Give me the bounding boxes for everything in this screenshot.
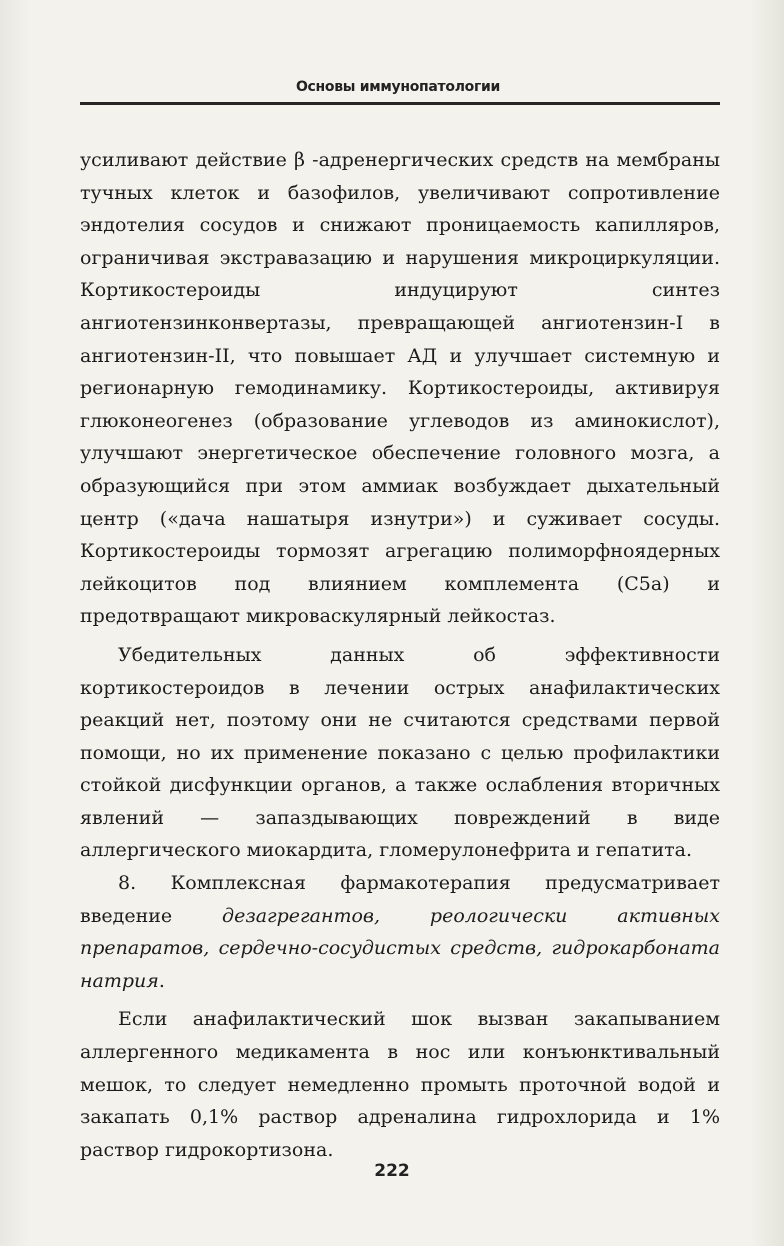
emphasized-drug-list: дезагрегантов, реологически активных препаратов, сердечно-сосудистых средств, гидрокарбоната натрия bbox=[80, 904, 720, 992]
paragraph-complex-pharmacotherapy bbox=[80, 867, 720, 997]
body-text bbox=[80, 144, 720, 1166]
running-title: Основы иммунопатологии bbox=[295, 79, 500, 95]
paragraph-tail-text: . bbox=[158, 969, 165, 992]
paragraph-instillation-case: Если анафилактический шок вызван закапыванием аллергенного медикамента в нос или конъюнктивальный мешок, то следует немедленно промыть проточной водой и закапать 0,1% раствор адреналина гидрохлорида и 1% раствор гидрокортизона. bbox=[80, 1008, 720, 1161]
running-header bbox=[80, 76, 720, 105]
page-number: 222 bbox=[374, 1161, 410, 1181]
paragraph-corticosteroid-effects: усиливают действие β -адренергических средств на мембраны тучных клеток и базофилов, увеличивают сопротивление эндотелия сосудов и снижают проницаемость капилляров, ограничивая экстравазацию и нарушения микроциркуляции. Кортикостероиды индуцируют синтез ангиотензинконвертазы, превращающей ангиотензин-I в ангиотензин-II, что повышает АД и улучшает системную и регионарную гемодинамику. Кортикостероиды, активируя глюконеогенез (образование углеводов из аминокислот), улучшают энергетическое обеспечение головного мозга, а образующийся при этом аммиак возбуждает дыхательный центр («дача нашатыря изнутри») и суживает сосуды. Кортикостероиды тормозят агрегацию полиморфноядерных лейкоцитов под влиянием комплемента (С5а) и предотвращают микроваскулярный лейкостаз. bbox=[80, 149, 720, 628]
paragraph-efficacy-evidence: Убедительных данных об эффективности кортикостероидов в лечении острых анафилактических реакций нет, поэтому они не считаются средствами первой помощи, но их применение показано с целью профилактики стойкой дисфункции органов, а также ослабления вторичных явлений — запаздывающих повреждений в виде аллергического миокардита, гломерулонефрита и гепатита. bbox=[80, 643, 720, 862]
paragraph-lead-text: 8. Комплексная фармакотерапия предусматривает введение bbox=[80, 872, 720, 927]
